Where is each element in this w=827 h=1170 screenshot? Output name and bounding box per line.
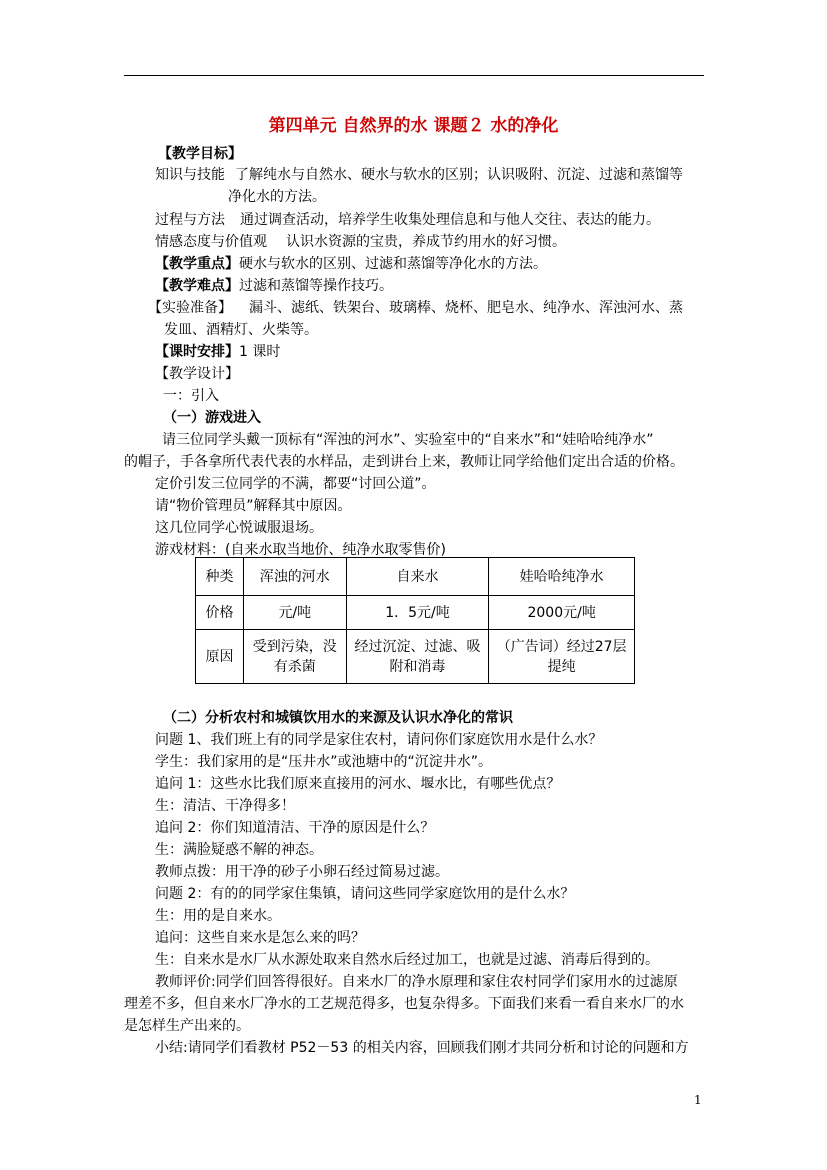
teacher-eval-line3: 是怎样生产出来的。 xyxy=(124,1018,250,1034)
section1-line3: 请“物价管理员”解释其中原因。 xyxy=(155,498,352,514)
section1-line2: 定价引发三位同学的不满，都要“讨回公道”。 xyxy=(155,476,436,492)
dialogue-line: 问题 2：有的的同学家住集镇，请问这些同学家庭饮用的是什么水？ xyxy=(155,886,575,902)
objectives-heading: 【教学目标】 xyxy=(158,146,242,162)
dialogue-line: 学生：我们家用的是“压井水”或池塘中的“沉淀井水”。 xyxy=(155,754,493,770)
dialogue-line: 追问 2：你们知道清洁、干净的原因是什么？ xyxy=(155,820,435,836)
section1-heading: （一）游戏进入 xyxy=(163,410,261,426)
emotion-label: 情感态度与价值观 xyxy=(155,234,267,250)
price-table xyxy=(195,557,635,684)
table-cell: 种类 xyxy=(196,558,244,596)
section1-para1-line2: 的帽子，手各拿所代表代表的水样品，走到讲台上来，教师让同学给他们定出合适的价格。 xyxy=(124,454,684,470)
table-cell: 自来水 xyxy=(346,558,489,596)
dialogue-line: 教师点拨：用干净的砂子小卵石经过简易过滤。 xyxy=(155,864,449,880)
table-cell: 1．5元/吨 xyxy=(346,596,489,630)
difficulty-text: 过滤和蒸馏等操作技巧。 xyxy=(239,278,393,294)
knowledge-text: 了解纯水与自然水、硬水与软水的区别；认识吸附、沉淀、过滤和蒸馏等 xyxy=(235,167,683,183)
prep-heading: 【实验准备】 xyxy=(148,300,232,316)
teacher-eval-line2: 理差不多，但自来水厂净水的工艺规范得多，也复杂得多。下面我们来看一看自来水厂的水 xyxy=(124,996,684,1012)
table-cell: 2000元/吨 xyxy=(489,596,635,630)
section1-line4: 这几位同学心悦诚服退场。 xyxy=(155,520,323,536)
dialogue-line: 生：自来水是水厂从水源处取来自然水后经过加工，也就是过滤、消毒后得到的。 xyxy=(155,952,659,968)
knowledge-text-cont: 净化水的方法。 xyxy=(228,189,326,205)
table-cell: 浑浊的河水 xyxy=(243,558,346,596)
table-cell: 价格 xyxy=(196,596,244,630)
key-point xyxy=(155,254,547,274)
table-row xyxy=(196,596,635,630)
prep-text-cont: 发皿、酒精灯、火柴等。 xyxy=(164,322,318,338)
dialogue-line: 追问：这些自来水是怎么来的吗？ xyxy=(155,930,365,946)
table-row xyxy=(196,630,635,684)
page-number: 1 xyxy=(694,1093,702,1107)
difficulty-heading: 【教学难点】 xyxy=(155,278,239,294)
prep-text: 漏斗、滤纸、铁架台、玻璃棒、烧杯、肥皂水、纯净水、浑浊河水、蒸 xyxy=(249,300,683,316)
emotion-text: 认识水资源的宝贵，养成节约用水的好习惯。 xyxy=(286,234,566,250)
summary-line: 小结:请同学们看教材 P52－53 的相关内容，回顾我们刚才共同分析和讨论的问题和方 xyxy=(155,1040,689,1056)
process-label: 过程与方法 xyxy=(155,212,225,228)
table-cell: 原因 xyxy=(196,630,244,684)
process-text: 通过调查活动，培养学生收集处理信息和与他人交往、表达的能力。 xyxy=(240,212,660,228)
section2-heading: （二）分析农村和城镇饮用水的来源及认识水净化的常识 xyxy=(163,710,513,726)
design-heading: 【教学设计】 xyxy=(155,366,239,382)
dialogue-line: 生：清洁、干净得多！ xyxy=(155,798,295,814)
dialogue-line: 生：满脸疑惑不解的神态。 xyxy=(155,842,323,858)
dialogue-line: 生：用的是自来水。 xyxy=(155,908,281,924)
section1-para1-line1: 请三位同学头戴一顶标有“浑浊的河水”、实验室中的“自来水”和“娃哈哈纯净水” xyxy=(162,432,654,448)
schedule-heading: 【课时安排】 xyxy=(155,344,239,360)
teacher-eval-line1: 教师评价:同学们回答得很好。自来水厂的净水原理和家住农村同学们家用水的过滤原 xyxy=(155,974,678,990)
table-cell: （广告词）经过27层提纯 xyxy=(489,630,635,684)
table-cell: 元/吨 xyxy=(243,596,346,630)
intro-heading: 一：引入 xyxy=(163,388,219,404)
table-row xyxy=(196,558,635,596)
schedule xyxy=(155,342,280,362)
header-rule xyxy=(124,75,704,76)
key-point-text: 硬水与软水的区别、过滤和蒸馏等净化水的方法。 xyxy=(239,256,547,272)
game-material: 游戏材料：(自来水取当地价、纯净水取零售价) xyxy=(155,542,446,558)
table-cell: 经过沉淀、过滤、吸附和消毒 xyxy=(346,630,489,684)
table-cell: 娃哈哈纯净水 xyxy=(489,558,635,596)
knowledge-label: 知识与技能 xyxy=(155,167,225,183)
difficulty xyxy=(155,276,393,296)
table-cell: 受到污染，没有杀菌 xyxy=(243,630,346,684)
page-title: 第四单元 自然界的水 课题２ 水的净化 xyxy=(268,116,559,136)
dialogue-line: 问题 1、我们班上有的同学是家住农村，请问你们家庭饮用水是什么水？ xyxy=(155,732,603,748)
schedule-text: 1 课时 xyxy=(239,344,281,360)
key-point-heading: 【教学重点】 xyxy=(155,256,239,272)
dialogue-line: 追问 1：这些水比我们原来直接用的河水、堰水比，有哪些优点？ xyxy=(155,776,561,792)
